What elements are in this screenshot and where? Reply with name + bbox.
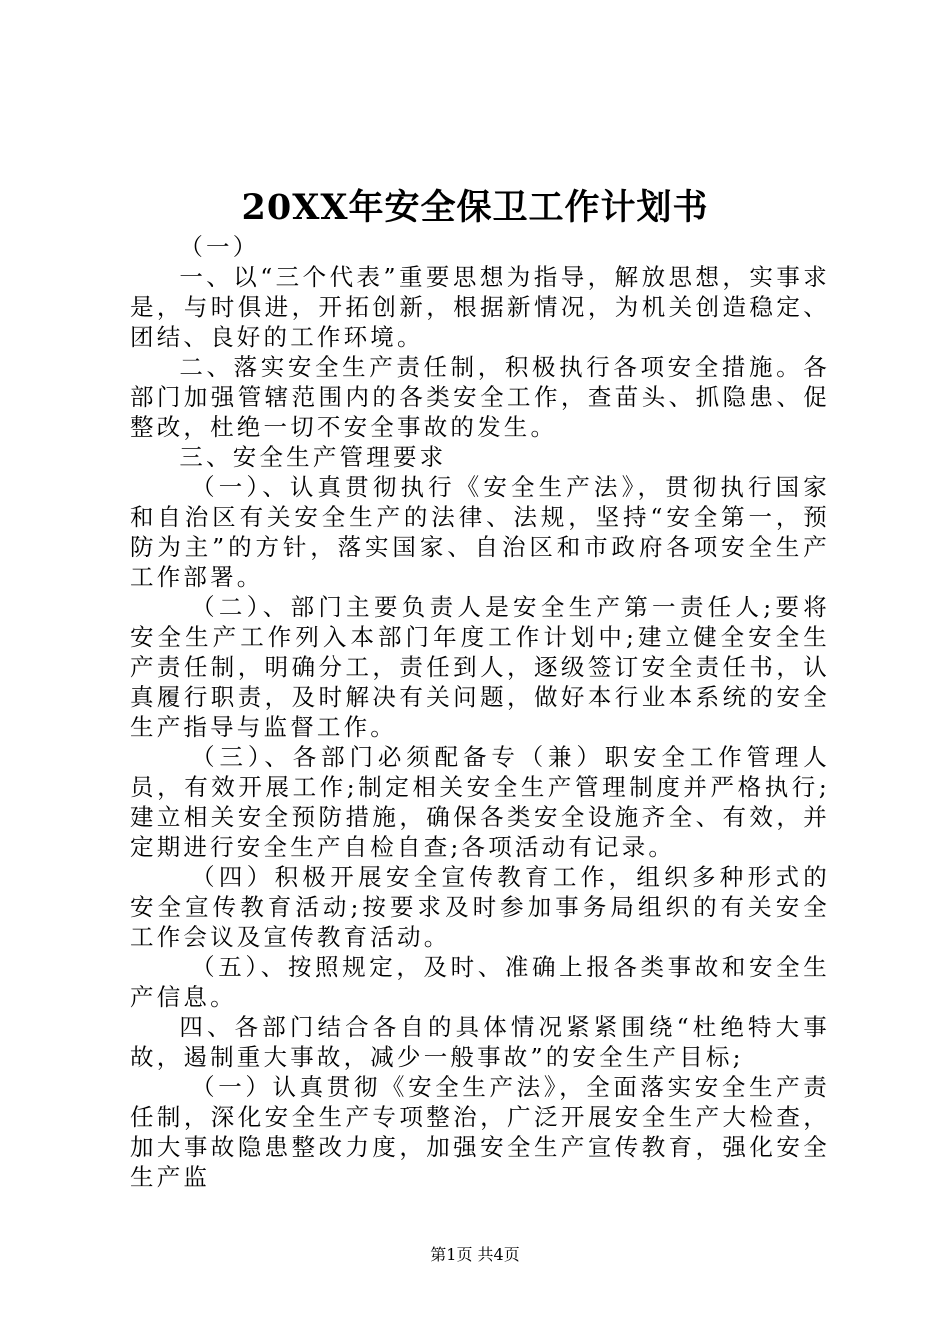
paragraph-requirement-3: （三）、各部门必须配备专（兼）职安全工作管理人员，有效开展工作;制定相关安全生产管理制度并严格执行;建立相关安全预防措施，确保各类安全设施齐全、有效，并定期进行安全生产自检自查;各项活动有记录。 bbox=[130, 743, 830, 861]
document-title: 20XX年安全保卫工作计划书 bbox=[241, 187, 709, 228]
paragraph-guiding-principle: 一、以“三个代表”重要思想为指导，解放思想，实事求是，与时俱进，开拓创新，根据新情况，为机关创造稳定、团结、良好的工作环境。 bbox=[130, 263, 830, 351]
paragraph-safety-goal: 四、各部门结合各自的具体情况紧紧围绕“杜绝特大事故，遏制重大事故，减少一般事故”的安全生产目标; bbox=[130, 1013, 830, 1071]
paragraph-responsibility-system: 二、落实安全生产责任制，积极执行各项安全措施。各部门加强管辖范围内的各类安全工作，查苗头、抓隐患、促整改，杜绝一切不安全事故的发生。 bbox=[130, 353, 830, 441]
page-footer: 第1页 共4页 bbox=[430, 1245, 520, 1264]
paragraph-management-requirements-heading: 三、安全生产管理要求 bbox=[179, 443, 447, 471]
paragraph-requirement-5: （五）、按照规定，及时、准确上报各类事故和安全生产信息。 bbox=[130, 953, 830, 1011]
paragraph-goal-item-1: （一）认真贯彻《安全生产法》，全面落实安全生产责任制，深化安全生产专项整治，广泛开展安全生产大检查，加大事故隐患整改力度，加强安全生产宣传教育，强化安全生产监 bbox=[130, 1073, 830, 1191]
paragraph-requirement-2: （二）、部门主要负责人是安全生产第一责任人;要将安全生产工作列入本部门年度工作计划中;建立健全安全生产责任制，明确分工，责任到人，逐级签订安全责任书，认真履行职责，及时解决有关问题，做好本行业本系统的安全生产指导与监督工作。 bbox=[130, 593, 830, 741]
paragraph-requirement-4: （四）积极开展安全宣传教育工作，组织多种形式的安全宣传教育活动;按要求及时参加事务局组织的有关安全工作会议及宣传教育活动。 bbox=[130, 863, 830, 951]
section-marker: （一） bbox=[179, 233, 260, 261]
paragraph-requirement-1: （一）、认真贯彻执行《安全生产法》，贯彻执行国家和自治区有关安全生产的法律、法规，坚持“安全第一，预防为主”的方针，落实国家、自治区和市政府各项安全生产工作部署。 bbox=[130, 473, 830, 591]
document-body bbox=[130, 232, 830, 1192]
